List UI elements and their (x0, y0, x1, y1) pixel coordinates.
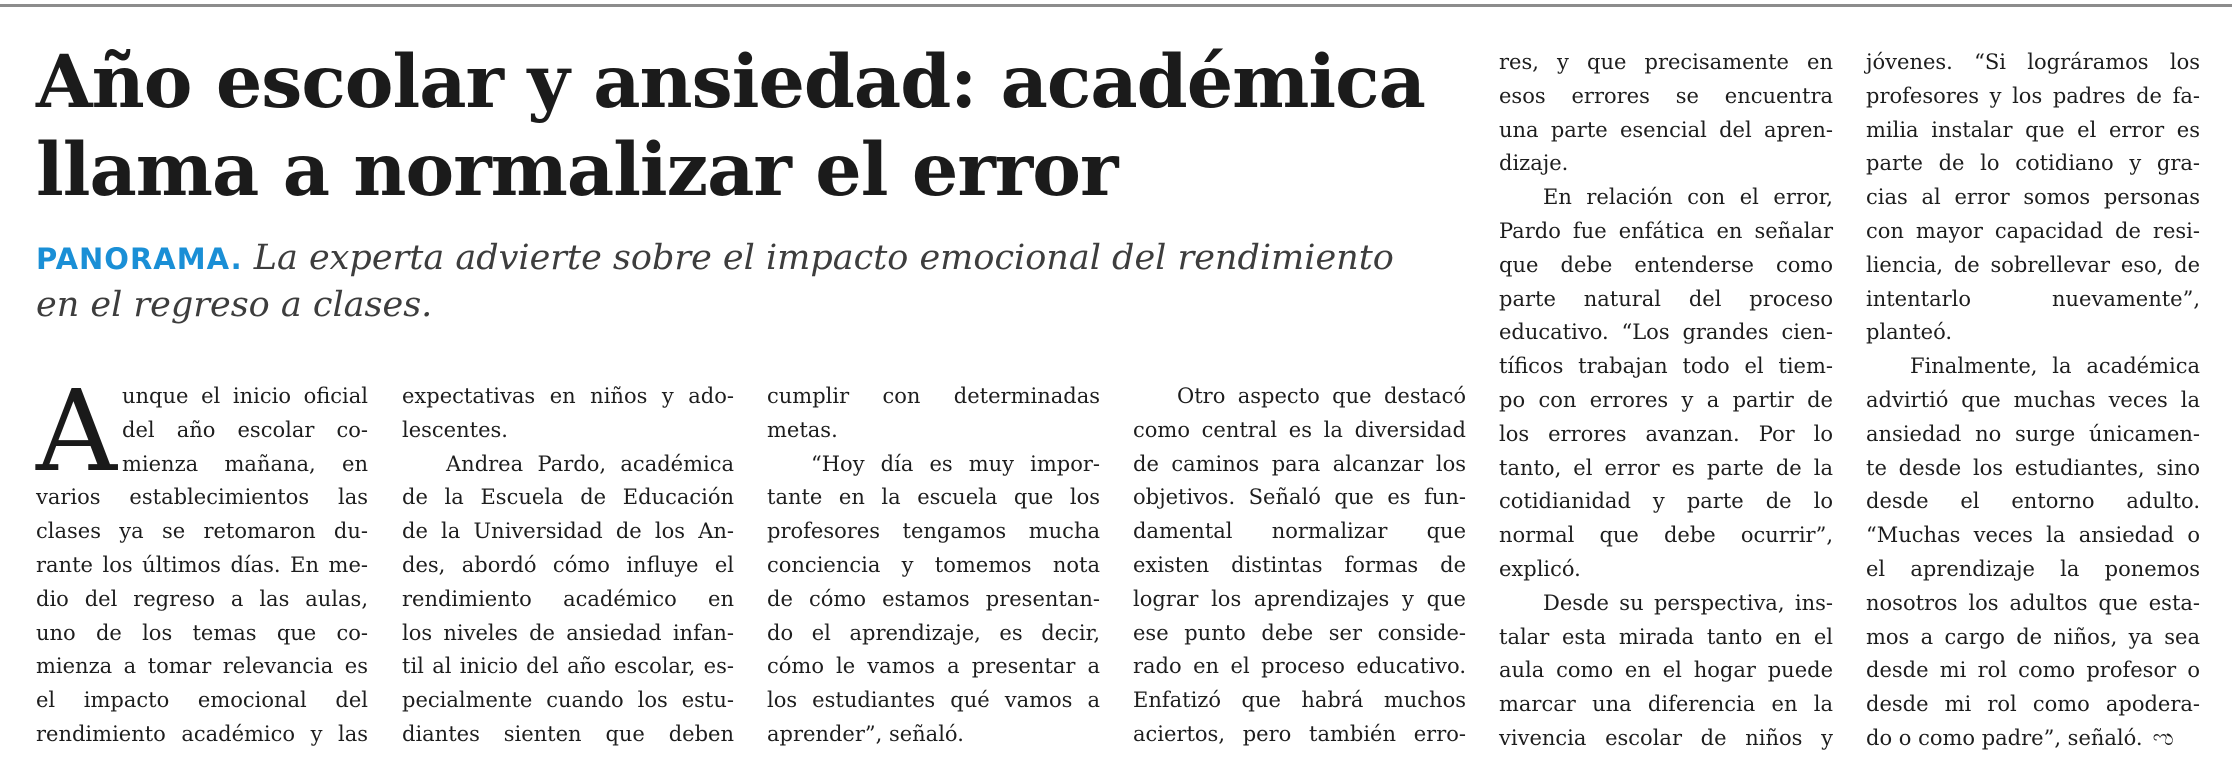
column-line: normal que debe ocurrir”, (1499, 523, 1833, 548)
column-line: En relación con el error, (1543, 185, 1833, 210)
column-line: parte natural del proceso (1499, 286, 1833, 311)
column-line: los niveles de ansiedad infan- (402, 620, 734, 645)
column-line: intentarlo nuevamente”, (1866, 286, 2200, 311)
column-line: Finalmente, la académica (1910, 354, 2200, 379)
column-line: damental normalizar que (1133, 519, 1466, 544)
drop-cap: A (36, 367, 117, 497)
standfirst-line-1 (36, 235, 1476, 282)
column-line: tanto, el error es parte de la (1499, 455, 1833, 480)
column-line: mienza mañana, en (122, 451, 368, 476)
column-line: de caminos para alcanzar los (1133, 451, 1466, 476)
column-5 (1499, 46, 1833, 756)
column-line: mienza a tomar relevancia es (36, 654, 368, 679)
final-line-text: do o como padre”, señaló. (1866, 725, 2143, 750)
standfirst-line-2: en el regreso a clases. (36, 285, 433, 325)
column-line: uno de los temas que co- (36, 620, 368, 645)
column-line: aula como en el hogar puede (1499, 658, 1833, 683)
column-line: dio del regreso a las aulas, (36, 586, 368, 611)
column-line: rado en el proceso educativo. (1133, 654, 1466, 679)
column-4 (1133, 380, 1466, 752)
column-line: existen distintas formas de (1133, 552, 1466, 577)
column-line: te desde los estudiantes, sino (1866, 455, 2200, 480)
column-line: los estudiantes qué vamos a (767, 688, 1100, 713)
column-line: Otro aspecto que destacó (1177, 384, 1466, 408)
column-line: dizaje. (1499, 151, 1569, 176)
column-line: til al inicio del año escolar, es- (402, 654, 734, 679)
column-line: del año escolar co- (122, 417, 368, 442)
column-line: de la Escuela de Educación (402, 485, 734, 510)
column-line: rendimiento académico en (402, 586, 734, 611)
column-line: cumplir con determinadas (767, 384, 1100, 408)
column-line: desde mi rol como apodera- (1866, 692, 2200, 717)
headline (36, 38, 1476, 214)
column-line: diantes sienten que deben (402, 721, 734, 746)
column-line: nosotros los adultos que esta- (1866, 590, 2200, 615)
standfirst-text-1: La experta advierte sobre el impacto emocional del rendimiento (253, 238, 1394, 278)
column-line: mos a cargo de niños, ya sea (1866, 624, 2200, 649)
column-line: Andrea Pardo, académica (446, 451, 734, 476)
column-line: “Hoy día es muy impor- (811, 451, 1100, 476)
column-line: cotidianidad y parte de lo (1499, 489, 1833, 514)
column-line: lograr los aprendizajes y que (1133, 586, 1466, 611)
column-line: lescentes. (402, 417, 508, 442)
column-line: po con errores y a partir de (1499, 387, 1833, 412)
column-line: milia instalar que el error es (1866, 117, 2200, 142)
column-line: advirtió que muchas veces la (1866, 387, 2200, 412)
column-3 (767, 380, 1100, 752)
column-line: de cómo estamos presentan- (767, 586, 1100, 611)
column-1 (36, 367, 368, 752)
column-6 (1866, 46, 2200, 756)
column-line: como central es la diversidad (1133, 417, 1466, 442)
column-line: “Muchas veces la ansiedad o (1866, 523, 2200, 548)
column-line: con mayor capacidad de resi- (1866, 218, 2200, 243)
column-line: parte de lo cotidiano y gra- (1866, 151, 2200, 176)
column-line: do el aprendizaje, es decir, (767, 620, 1100, 645)
column-line: aprender”, señaló. (767, 721, 964, 746)
column-line: de la Universidad de los An- (402, 519, 734, 544)
column-line: metas. (767, 417, 838, 442)
column-line: los errores avanzan. Por lo (1499, 421, 1833, 446)
column-line: conciencia y tomemos nota (767, 552, 1100, 577)
column-line: res, y que precisamente en (1499, 50, 1833, 74)
column-line: Desde su perspectiva, ins- (1543, 590, 1833, 615)
column-line: jóvenes. “Si lográramos los (1866, 50, 2200, 74)
standfirst (36, 235, 1476, 328)
column-2 (402, 380, 734, 752)
column-line: ansiedad no surge únicamen- (1866, 421, 2200, 446)
column-line: educativo. “Los grandes cien- (1499, 320, 1833, 345)
headline-line-2: llama a normalizar el error (36, 127, 1118, 213)
column-line: explicó. (1499, 556, 1581, 581)
column-line: profesores tengamos mucha (767, 519, 1100, 544)
column-line: liencia, de sobrellevar eso, de (1866, 252, 2200, 277)
end-of-article-icon: ಌ (2152, 725, 2174, 751)
top-rule (0, 4, 2232, 7)
column-line: tíficos trabajan todo el tiem- (1499, 354, 1833, 379)
column-line: Enfatizó que habrá muchos (1133, 688, 1466, 713)
column-line: aciertos, pero también erro- (1133, 721, 1466, 746)
column-line: cómo le vamos a presentar a (767, 654, 1100, 679)
column-line: varios establecimientos las (36, 485, 368, 510)
column-line: unque el inicio oficial (122, 384, 368, 408)
column-line: pecialmente cuando los estu- (402, 688, 734, 713)
column-line: que debe entenderse como (1499, 252, 1833, 277)
column-line: Pardo fue enfática en señalar (1499, 218, 1833, 243)
column-line: el impacto emocional del (36, 688, 368, 713)
column-line: clases ya se retomaron du- (36, 519, 368, 544)
column-line: el aprendizaje la ponemos (1866, 556, 2200, 581)
column-line: desde mi rol como profesor o (1866, 658, 2200, 683)
column-line: des, abordó cómo influye el (402, 552, 734, 577)
column-line: tante en la escuela que los (767, 485, 1100, 510)
column-line: cias al error somos personas (1866, 185, 2200, 210)
column-line: esos errores se encuentra (1499, 83, 1833, 108)
column-line: profesores y los padres de fa- (1866, 83, 2200, 108)
column-line: expectativas en niños y ado- (402, 384, 734, 408)
column-line: ese punto debe ser conside- (1133, 620, 1466, 645)
column-line: marcar una diferencia en la (1499, 692, 1833, 717)
headline-line-1: Año escolar y ansiedad: académica (36, 39, 1425, 125)
column-line: desde el entorno adulto. (1866, 489, 2200, 514)
column-line: planteó. (1866, 320, 1953, 345)
column-line: rendimiento académico y las (36, 721, 368, 746)
section-kicker: PANORAMA. (36, 242, 243, 276)
column-line: rante los últimos días. En me- (36, 552, 368, 577)
column-line: talar esta mirada tanto en el (1499, 624, 1833, 649)
column-line: vivencia escolar de niños y (1499, 725, 1833, 750)
column-line: objetivos. Señaló que es fun- (1133, 485, 1466, 510)
column-line: una parte esencial del apren- (1499, 117, 1833, 142)
column-line-last (1866, 722, 2200, 756)
